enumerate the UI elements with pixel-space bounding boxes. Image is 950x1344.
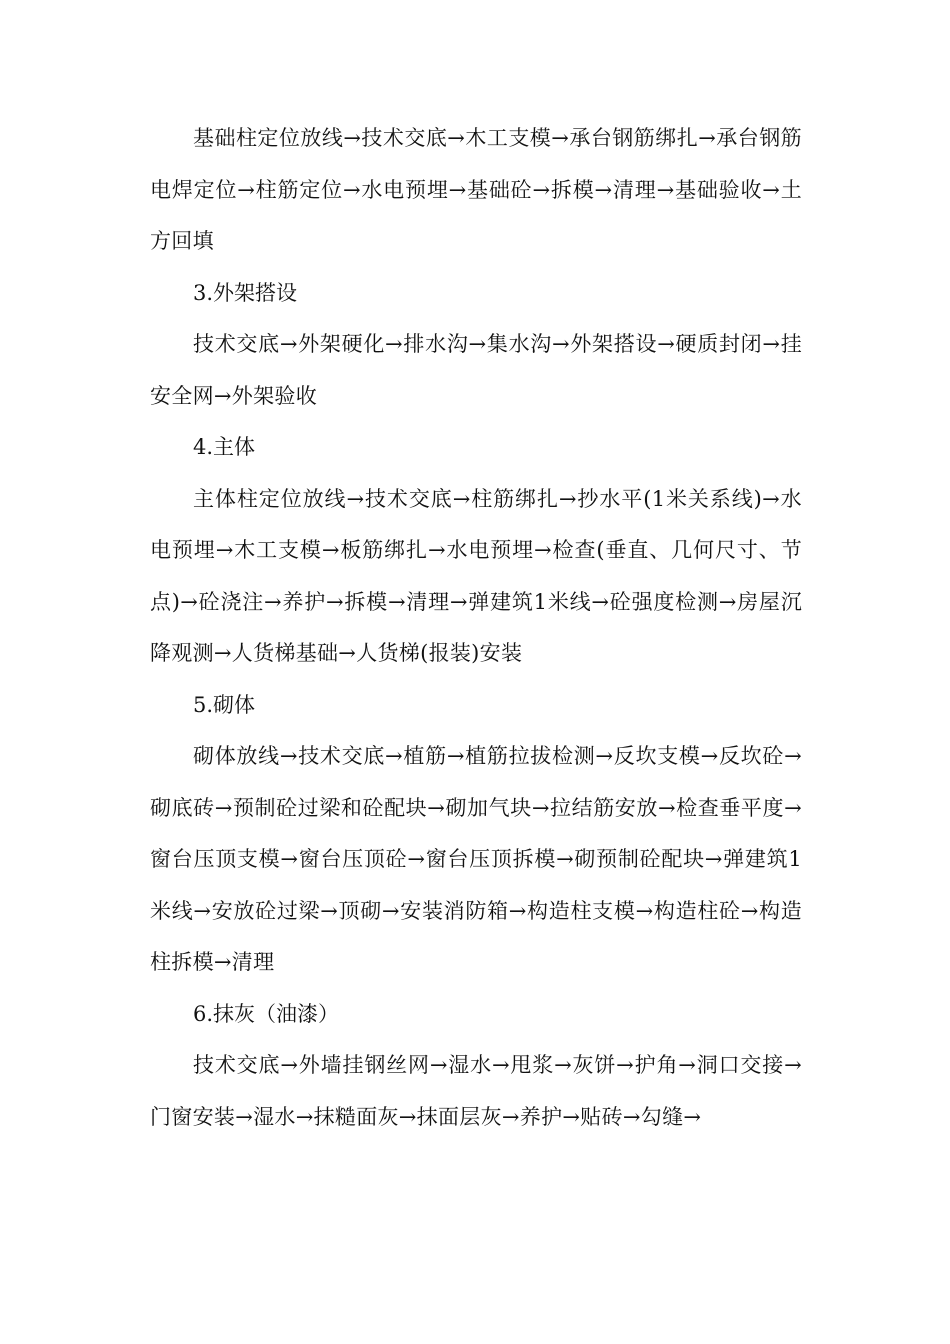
plastering-section-heading: 6.抹灰（油漆） (193, 1001, 340, 1026)
plastering-process-flow: 技术交底→外墙挂钢丝网→湿水→甩浆→灰饼→护角→洞口交接→门窗安装→湿水→抹糙面灰→抹面层灰→养护→贴砖→勾缝→ (150, 1053, 802, 1129)
document-page (150, 113, 802, 1143)
masonry-process-flow: 砌体放线→技术交底→植筋→植筋拉拔检测→反坎支模→反坎砼→砌底砖→预制砼过梁和砼配块→砌加气块→拉结筋安放→检查垂平度→窗台压顶支模→窗台压顶砼→窗台压顶拆模→砌预制砼配块→弹建筑1米线→安放砼过梁→顶砌→安装消防箱→构造柱支模→构造柱砼→构造柱拆模→清理 (150, 744, 802, 974)
scaffold-process-flow: 技术交底→外架硬化→排水沟→集水沟→外架搭设→硬质封闭→挂安全网→外架验收 (150, 332, 802, 408)
masonry-section-heading: 5.砌体 (193, 692, 256, 717)
scaffold-section-heading: 3.外架搭设 (193, 280, 298, 305)
foundation-process-flow: 基础柱定位放线→技术交底→木工支模→承台钢筋绑扎→承台钢筋电焊定位→柱筋定位→水电预埋→基础砼→拆模→清理→基础验收→土方回填 (150, 126, 802, 253)
main-structure-process-flow: 主体柱定位放线→技术交底→柱筋绑扎→抄水平(1米关系线)→水电预埋→木工支模→板筋绑扎→水电预埋→检查(垂直、几何尺寸、节点)→砼浇注→养护→拆模→清理→弹建筑1米线→砼强度检测→房屋沉降观测→人货梯基础→人货梯(报装)安装 (150, 486, 802, 665)
main-structure-section-heading: 4.主体 (193, 435, 256, 459)
